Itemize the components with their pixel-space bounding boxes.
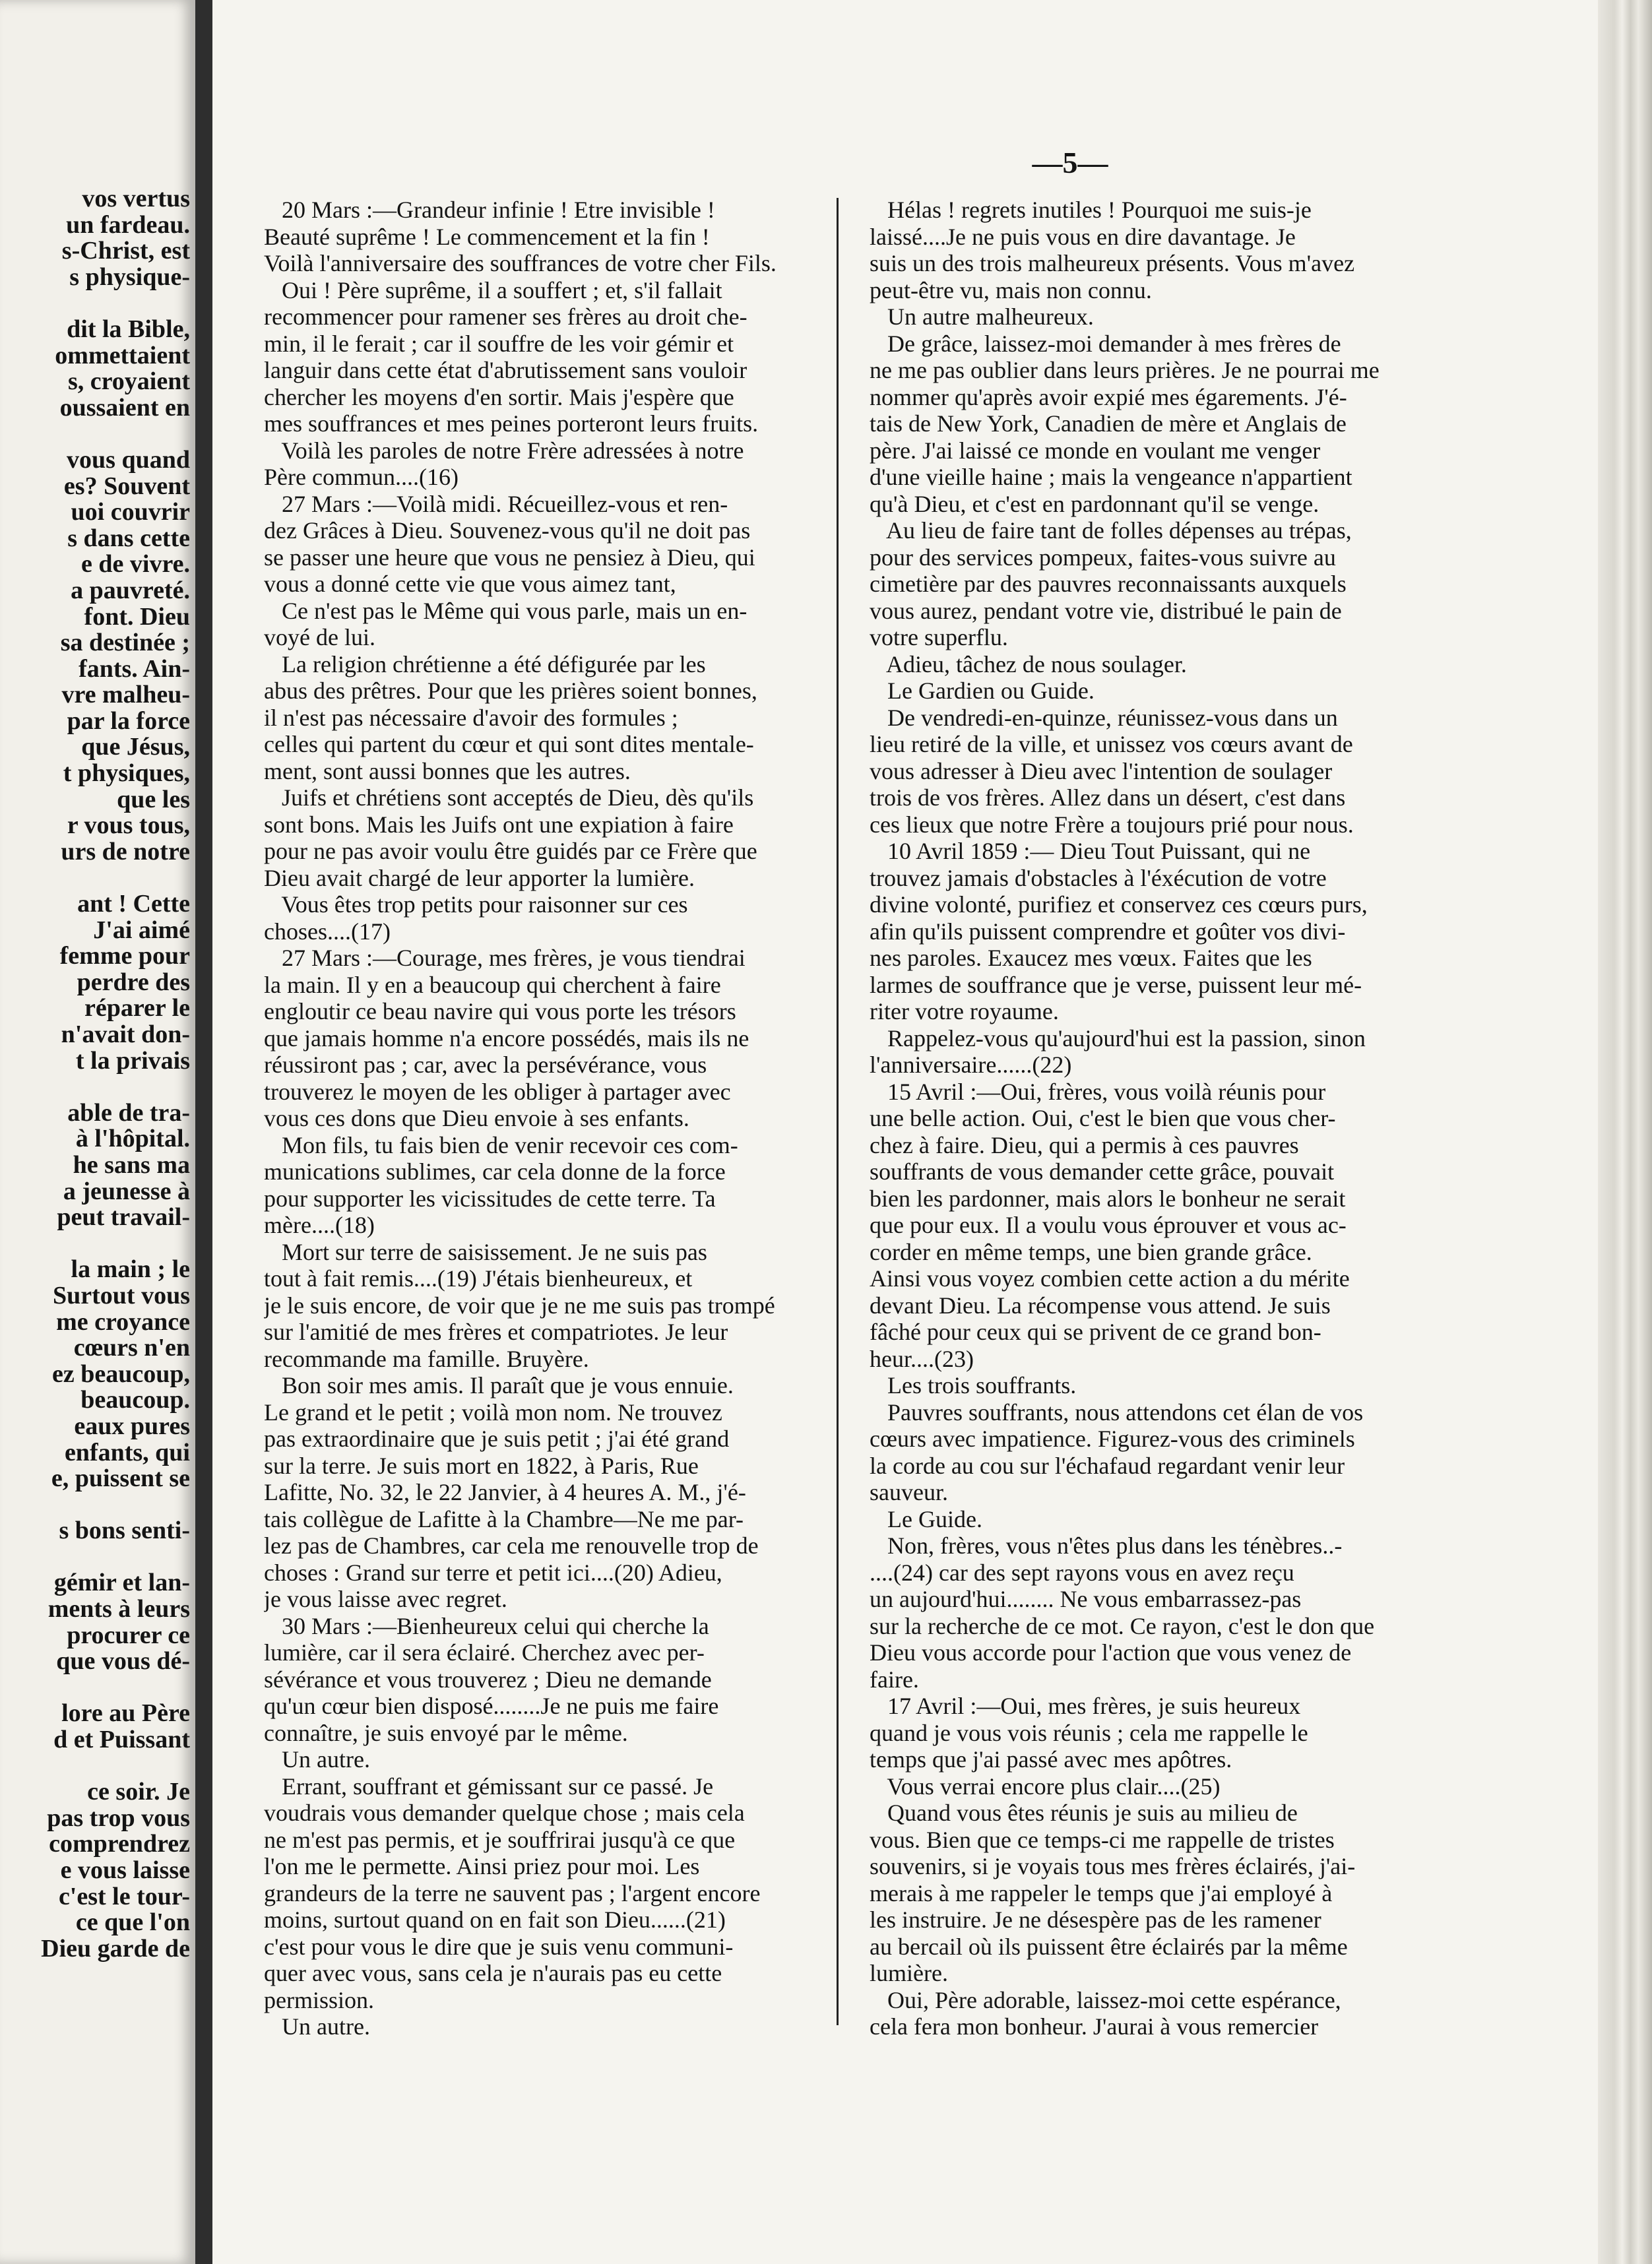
previous-page-line: que les	[117, 785, 190, 813]
text-line: un aujourd'hui........ Ne vous embarrassez-pas	[870, 1586, 1302, 1612]
previous-page-line: vous quand	[67, 445, 190, 474]
text-line: ne m'est pas permis, et je souffrirai jusqu'à ce que	[264, 1826, 736, 1853]
text-line: votre superflu.	[870, 624, 1008, 650]
text-line: sévérance et vous trouverez ; Dieu ne demande	[264, 1666, 712, 1693]
text-line: riter votre royaume.	[870, 998, 1059, 1024]
text-line: Adieu, tâchez de nous soulager.	[870, 650, 1187, 677]
text-line: peut-être vu, mais non connu.	[870, 276, 1152, 303]
text-line: je le suis encore, de voir que je ne me suis pas trompé	[264, 1292, 775, 1319]
previous-page-line: vre malheu-	[61, 681, 190, 709]
previous-page-line: r vous tous,	[67, 811, 190, 840]
text-line: afin qu'ils puissent comprendre et goûter vos divi-	[870, 918, 1346, 945]
previous-page-line	[0, 865, 190, 891]
text-line: grandeurs de la terre ne sauvent pas ; l'argent encore	[264, 1879, 761, 1906]
text-line: 30 Mars :—Bienheureux celui qui cherche la	[264, 1612, 709, 1639]
text-line: ment, sont aussi bonnes que les autres.	[264, 757, 631, 784]
text-line: Dieu vous accorde pour l'action que vous venez de	[870, 1639, 1352, 1666]
text-line: De grâce, laissez-moi demander à mes frères de	[870, 330, 1341, 357]
previous-page-line: t la privais	[75, 1046, 190, 1075]
previous-page-line: ce soir. Je	[87, 1778, 190, 1806]
text-line: corder en même temps, une bien grande grâce.	[870, 1238, 1312, 1265]
previous-page-line: me croyance	[56, 1307, 190, 1336]
previous-page-line: à l'hôpital.	[75, 1125, 190, 1153]
previous-page-line	[0, 1675, 190, 1701]
text-line: Juifs et chrétiens sont acceptés de Dieu, dès qu'ils	[264, 784, 754, 811]
text-line: se passer une heure que vous ne pensiez à Dieu, qui	[264, 544, 755, 571]
previous-page-line: ments à leurs	[48, 1595, 190, 1623]
text-line: recommencer pour ramener ses frères au droit che-	[264, 303, 747, 330]
text-line: fâché pour ceux qui se privent de ce grand bon-	[870, 1319, 1321, 1345]
text-line: vous aurez, pendant votre vie, distribué le pain de	[870, 597, 1342, 624]
text-line: réussiront pas ; car, avec la persévérance, vous	[264, 1052, 707, 1078]
previous-page-line: réparer le	[84, 994, 190, 1022]
text-line: Le Guide.	[870, 1505, 982, 1532]
text-line: permission.	[264, 1986, 374, 2013]
previous-page-line: que vous dé-	[56, 1647, 190, 1676]
text-line: min, il le ferait ; car il souffre de les voir gémir et	[264, 330, 734, 357]
text-line: lieu retiré de la ville, et unissez vos cœurs avant de	[870, 731, 1353, 757]
text-line: lumière.	[870, 1960, 948, 1986]
text-line: Non, frères, vous n'êtes plus dans les ténèbres..-	[870, 1532, 1343, 1559]
previous-page-line: Dieu garde de	[41, 1934, 190, 1963]
previous-page-line: J'ai aimé	[93, 916, 190, 944]
text-line: Oui, Père adorable, laissez-moi cette espérance,	[870, 1986, 1341, 2013]
previous-page-line	[0, 1074, 190, 1100]
book-gutter	[195, 0, 212, 2264]
previous-page-line: cœurs n'en	[73, 1334, 190, 1362]
text-line: la main. Il y en a beaucoup qui cherchent à faire	[264, 971, 721, 998]
previous-page-fragment	[0, 0, 195, 2264]
text-line: 27 Mars :—Courage, mes frères, je vous tiendrai	[264, 945, 746, 971]
text-line: quer avec vous, sans cela je n'aurais pas eu cette	[264, 1960, 722, 1986]
previous-page-line: s physique-	[69, 263, 190, 291]
text-line: tout à fait remis....(19) J'étais bienheureux, et	[264, 1265, 693, 1292]
text-line: ....(24) car des sept rayons vous en avez reçu	[870, 1559, 1294, 1586]
page-number: —5—	[1032, 146, 1108, 179]
text-line: Voilà les paroles de notre Frère adressées à notre	[264, 437, 744, 464]
previous-page-line: t physiques,	[63, 759, 190, 788]
text-line: moins, surtout quand on en fait son Dieu......(21)	[264, 1906, 726, 1933]
previous-page-line: font. Dieu	[84, 602, 190, 631]
text-line: souffrants de vous demander cette grâce, pouvait	[870, 1158, 1335, 1185]
previous-page-line: ez beaucoup,	[52, 1360, 190, 1388]
text-line: connaître, je suis envoyé par le même.	[264, 1719, 628, 1746]
text-line: Bon soir mes amis. Il paraît que je vous ennuie.	[264, 1372, 734, 1399]
text-line: pour ne pas avoir voulu être guidés par ce Frère que	[264, 838, 757, 864]
previous-page-line: sa destinée ;	[60, 629, 190, 657]
previous-page-line: es? Souvent	[63, 472, 190, 500]
previous-page-line: la main ; le	[71, 1255, 190, 1284]
text-line: cela fera mon bonheur. J'aurai à vous remercier	[870, 2013, 1319, 2040]
text-line: qu'à Dieu, et c'est en pardonnant qu'il se venge.	[870, 490, 1319, 517]
text-line: suis un des trois malheureux présents. Vous m'avez	[870, 250, 1355, 276]
text-line: Pauvres souffrants, nous attendons cet élan de vos	[870, 1399, 1364, 1426]
text-line: divine volonté, purifiez et conservez ces cœurs purs,	[870, 891, 1368, 918]
previous-page-line: able de tra-	[67, 1098, 190, 1127]
previous-page-line: a jeunesse à	[63, 1177, 190, 1205]
text-line: laissé....Je ne puis vous en dire davantage. Je	[870, 223, 1296, 250]
text-line: une belle action. Oui, c'est le bien que vous cher-	[870, 1105, 1336, 1131]
text-line: 17 Avril :—Oui, mes frères, je suis heureux	[870, 1693, 1301, 1719]
text-line: munications sublimes, car cela donne de la force	[264, 1158, 726, 1185]
previous-page-line: par la force	[67, 707, 190, 735]
text-line: Un autre.	[264, 2013, 370, 2040]
text-line: Hélas ! regrets inutiles ! Pourquoi me suis-je	[870, 197, 1312, 223]
text-line: Errant, souffrant et gémissant sur ce passé. Je	[264, 1773, 714, 1800]
text-line: 20 Mars :—Grandeur infinie ! Etre invisible !	[264, 197, 715, 223]
text-line: c'est pour vous le dire que je suis venu communi-	[264, 1933, 734, 1960]
text-line: mes souffrances et mes peines porteront leurs fruits.	[264, 410, 759, 437]
previous-page-line	[0, 1544, 190, 1571]
text-line: recommande ma famille. Bruyère.	[264, 1345, 589, 1372]
previous-page-line: e vous laisse	[60, 1856, 190, 1884]
text-line: Voilà l'anniversaire des souffrances de votre cher Fils.	[264, 250, 777, 276]
previous-page-line: e de vivre.	[81, 550, 190, 579]
text-line: pour des services pompeux, faites-vous suivre au	[870, 544, 1336, 571]
previous-page-line: oussaient en	[59, 393, 190, 422]
text-line: temps que j'ai passé avec mes apôtres.	[870, 1746, 1232, 1773]
text-line: qu'un cœur bien disposé........Je ne puis me faire	[264, 1693, 719, 1719]
text-line: De vendredi-en-quinze, réunissez-vous dans un	[870, 704, 1338, 731]
previous-page-line: beaucoup.	[80, 1386, 190, 1414]
previous-page-line: un fardeau.	[66, 210, 190, 239]
text-line: il n'est pas nécessaire d'avoir des formules ;	[264, 704, 678, 731]
text-line: que pour eux. Il a voulu vous éprouver et vous ac-	[870, 1212, 1347, 1238]
text-line: Un autre malheureux.	[870, 303, 1094, 330]
previous-page-line	[0, 1231, 190, 1257]
text-line: Rappelez-vous qu'aujourd'hui est la passion, sinon	[870, 1024, 1366, 1052]
text-line: Père commun....(16)	[264, 464, 459, 490]
text-line: ne me pas oublier dans leurs prières. Je ne pourrai me	[870, 357, 1380, 383]
previous-page-line: s-Christ, est	[61, 237, 190, 265]
text-line: père. J'ai laissé ce monde en voulant me venger	[870, 437, 1321, 464]
text-line: Beauté suprême ! Le commencement et la fin !	[264, 223, 710, 250]
text-line: Au lieu de faire tant de folles dépenses au trépas,	[870, 517, 1352, 544]
text-line: pas extraordinaire que je suis petit ; j'ai été grand	[264, 1426, 730, 1452]
text-line: Mon fils, tu fais bien de venir recevoir ces com-	[264, 1131, 738, 1158]
text-line: nes paroles. Exaucez mes vœux. Faites que les	[870, 945, 1312, 971]
text-line: lumière, car il sera éclairé. Cherchez avec per-	[264, 1639, 705, 1666]
previous-page-line: procurer ce	[67, 1621, 190, 1649]
previous-page-line: urs de notre	[61, 837, 190, 865]
text-line: trois de vos frères. Allez dans un désert, c'est dans	[870, 784, 1346, 811]
previous-page-line	[0, 1753, 190, 1780]
text-line: La religion chrétienne a été défigurée par les	[264, 650, 706, 677]
text-line: Lafitte, No. 32, le 22 Janvier, à 4 heures A. M., j'é-	[264, 1479, 746, 1505]
text-line: choses : Grand sur terre et petit ici....(20) Adieu,	[264, 1559, 722, 1586]
previous-page-line: peut travail-	[57, 1203, 190, 1232]
text-line: vous ces dons que Dieu envoie à ses enfants.	[264, 1105, 689, 1131]
previous-page-line: comprendrez	[49, 1830, 190, 1858]
text-line: tais de New York, Canadien de mère et Anglais de	[870, 410, 1347, 437]
previous-page-line: s dans cette	[67, 524, 190, 552]
text-line: Un autre.	[264, 1746, 370, 1773]
text-line: merais à me rappeler le temps que j'ai employé à	[870, 1879, 1333, 1906]
page-edges	[1598, 0, 1652, 2264]
text-line: 10 Avril 1859 :— Dieu Tout Puissant, qui ne	[870, 838, 1311, 864]
previous-page-line: eaux pures	[74, 1412, 190, 1440]
text-line: Dieu avait chargé de leur apporter la lumière.	[264, 864, 695, 891]
text-line: choses....(17)	[264, 918, 391, 945]
text-line: que jamais homme n'a encore possédés, mais ils ne	[264, 1024, 749, 1052]
column-divider	[837, 198, 839, 2025]
text-line: sur la terre. Je suis mort en 1822, à Paris, Rue	[264, 1452, 699, 1479]
previous-page-line: vos vertus	[82, 186, 190, 212]
previous-page-line: fants. Ain-	[79, 654, 190, 683]
text-line: heur....(23)	[870, 1345, 974, 1372]
text-line: cœurs avec impatience. Figurez-vous des criminels	[870, 1426, 1355, 1452]
text-line: chez à faire. Dieu, qui a permis à ces pauvres	[870, 1131, 1299, 1158]
previous-page-line: pas trop vous	[47, 1804, 190, 1832]
text-line: voyé de lui.	[264, 624, 375, 650]
text-line: sont bons. Mais les Juifs ont une expiation à faire	[264, 811, 734, 838]
text-line: Ce n'est pas le Même qui vous parle, mais un en-	[264, 597, 747, 624]
previous-page-line: enfants, qui	[64, 1438, 190, 1466]
text-line: l'anniversaire......(22)	[870, 1052, 1072, 1078]
previous-page-line: gémir et lan-	[53, 1569, 190, 1597]
previous-page-line: s, croyaient	[67, 367, 190, 396]
previous-page-line: ommettaient	[55, 341, 190, 369]
text-line: Les trois souffrants.	[870, 1372, 1077, 1399]
text-line: Ainsi vous voyez combien cette action a du mérite	[870, 1265, 1350, 1292]
text-line: sur l'amitié de mes frères et compatriotes. Je leur	[264, 1319, 728, 1345]
previous-page-line	[0, 290, 190, 317]
text-line: devant Dieu. La récompense vous attend. Je suis	[870, 1292, 1331, 1319]
previous-page-text	[0, 186, 190, 1962]
previous-page-line: Surtout vous	[53, 1281, 190, 1309]
text-line: Oui ! Père suprême, il a souffert ; et, s'il fallait	[264, 276, 722, 303]
text-line: Vous êtes trop petits pour raisonner sur ces	[264, 891, 688, 918]
text-line: au bercail où ils puissent être éclairés par la même	[870, 1933, 1348, 1960]
text-line: celles qui partent du cœur et qui sont dites mentale-	[264, 731, 754, 757]
previous-page-line: e, puissent se	[51, 1464, 190, 1493]
previous-page-line: s bons senti-	[59, 1517, 190, 1545]
previous-page-line: a pauvreté.	[71, 576, 190, 604]
text-line: larmes de souffrance que je verse, puissent leur mé-	[870, 971, 1362, 998]
text-line: bien les pardonner, mais alors le bonheur ne serait	[870, 1185, 1346, 1212]
text-line: Quand vous êtes réunis je suis au milieu de	[870, 1800, 1298, 1826]
text-line: l'on me le permette. Ainsi priez pour moi. Les	[264, 1853, 700, 1879]
previous-page-line: ce que l'on	[75, 1908, 190, 1937]
text-line: vous. Bien que ce temps-ci me rappelle de tristes	[870, 1826, 1335, 1853]
text-line: engloutir ce beau navire qui vous porte les trésors	[264, 998, 736, 1024]
text-line: trouvez jamais d'obstacles à l'éxécution de votre	[870, 864, 1327, 891]
text-line: les instruire. Je ne désespère pas de les ramener	[870, 1906, 1321, 1933]
text-column-left	[264, 197, 864, 2044]
text-line: ces lieux que notre Frère a toujours prié pour nous.	[870, 811, 1354, 838]
previous-page-line: ant ! Cette	[77, 890, 190, 918]
text-line: pour supporter les vicissitudes de cette terre. Ta	[264, 1185, 716, 1212]
text-line: sur la recherche de ce mot. Ce rayon, c'est le don que	[870, 1612, 1375, 1639]
text-line: vous a donné cette vie que vous aimez tant,	[264, 571, 676, 597]
text-line: 15 Avril :—Oui, frères, vous voilà réunis pour	[870, 1078, 1326, 1105]
text-line: 27 Mars :—Voilà midi. Récueillez-vous et ren-	[264, 490, 728, 517]
text-line: nommer qu'après avoir expié mes égarements. J'é-	[870, 383, 1347, 410]
text-line: lez pas de Chambres, car cela me renouvelle trop de	[264, 1532, 759, 1559]
previous-page-line: uoi couvrir	[71, 498, 190, 526]
text-line: sauveur.	[870, 1479, 948, 1505]
text-line: vous adresser à Dieu avec l'intention de soulager	[870, 757, 1333, 784]
text-line: tais collègue de Lafitte à la Chambre—Ne me par-	[264, 1505, 744, 1532]
text-line: dez Grâces à Dieu. Souvenez-vous qu'il ne doit pas	[264, 517, 751, 544]
previous-page-line: que Jésus,	[81, 733, 190, 761]
text-line: chercher les moyens d'en sortir. Mais j'espère que	[264, 383, 734, 410]
text-line: souvenirs, si je voyais tous mes frères éclairés, j'ai-	[870, 1853, 1356, 1879]
previous-page-line: femme pour	[59, 942, 190, 970]
previous-page-line: c'est le tour-	[58, 1882, 190, 1910]
text-line: voudrais vous demander quelque chose ; mais cela	[264, 1800, 745, 1826]
text-column-right	[870, 197, 1454, 2044]
previous-page-line	[0, 421, 190, 447]
text-line: mère....(18)	[264, 1212, 375, 1238]
text-line: cimetière par des pauvres reconnaissants auxquels	[870, 571, 1347, 597]
text-line: quand je vous vois réunis ; cela me rappelle le	[870, 1719, 1308, 1746]
text-line: je vous laisse avec regret.	[264, 1586, 507, 1612]
previous-page-line: dit la Bible,	[67, 315, 190, 343]
text-line: Vous verrai encore plus clair....(25)	[870, 1773, 1221, 1800]
text-line: faire.	[870, 1666, 919, 1693]
text-line: abus des prêtres. Pour que les prières soient bonnes,	[264, 677, 757, 704]
previous-page-line: n'avait don-	[61, 1021, 190, 1048]
previous-page-line: he sans ma	[73, 1150, 190, 1179]
previous-page-line: perdre des	[77, 968, 190, 996]
text-line: Mort sur terre de saisissement. Je ne suis pas	[264, 1238, 707, 1265]
text-line: trouverez le moyen de les obliger à partager avec	[264, 1078, 731, 1105]
previous-page-line: lore au Père	[61, 1699, 190, 1728]
text-line: Le grand et le petit ; voilà mon nom. Ne trouvez	[264, 1399, 722, 1426]
text-line: Le Gardien ou Guide.	[870, 677, 1095, 704]
text-line: d'une vieille haine ; mais la vengeance n'appartient	[870, 464, 1352, 490]
previous-page-line: d et Puissant	[53, 1726, 190, 1754]
previous-page-line	[0, 1492, 190, 1519]
text-line: languir dans cette état d'abrutissement sans vouloir	[264, 357, 747, 383]
text-line: la corde au cou sur l'échafaud regardant venir leur	[870, 1452, 1345, 1479]
